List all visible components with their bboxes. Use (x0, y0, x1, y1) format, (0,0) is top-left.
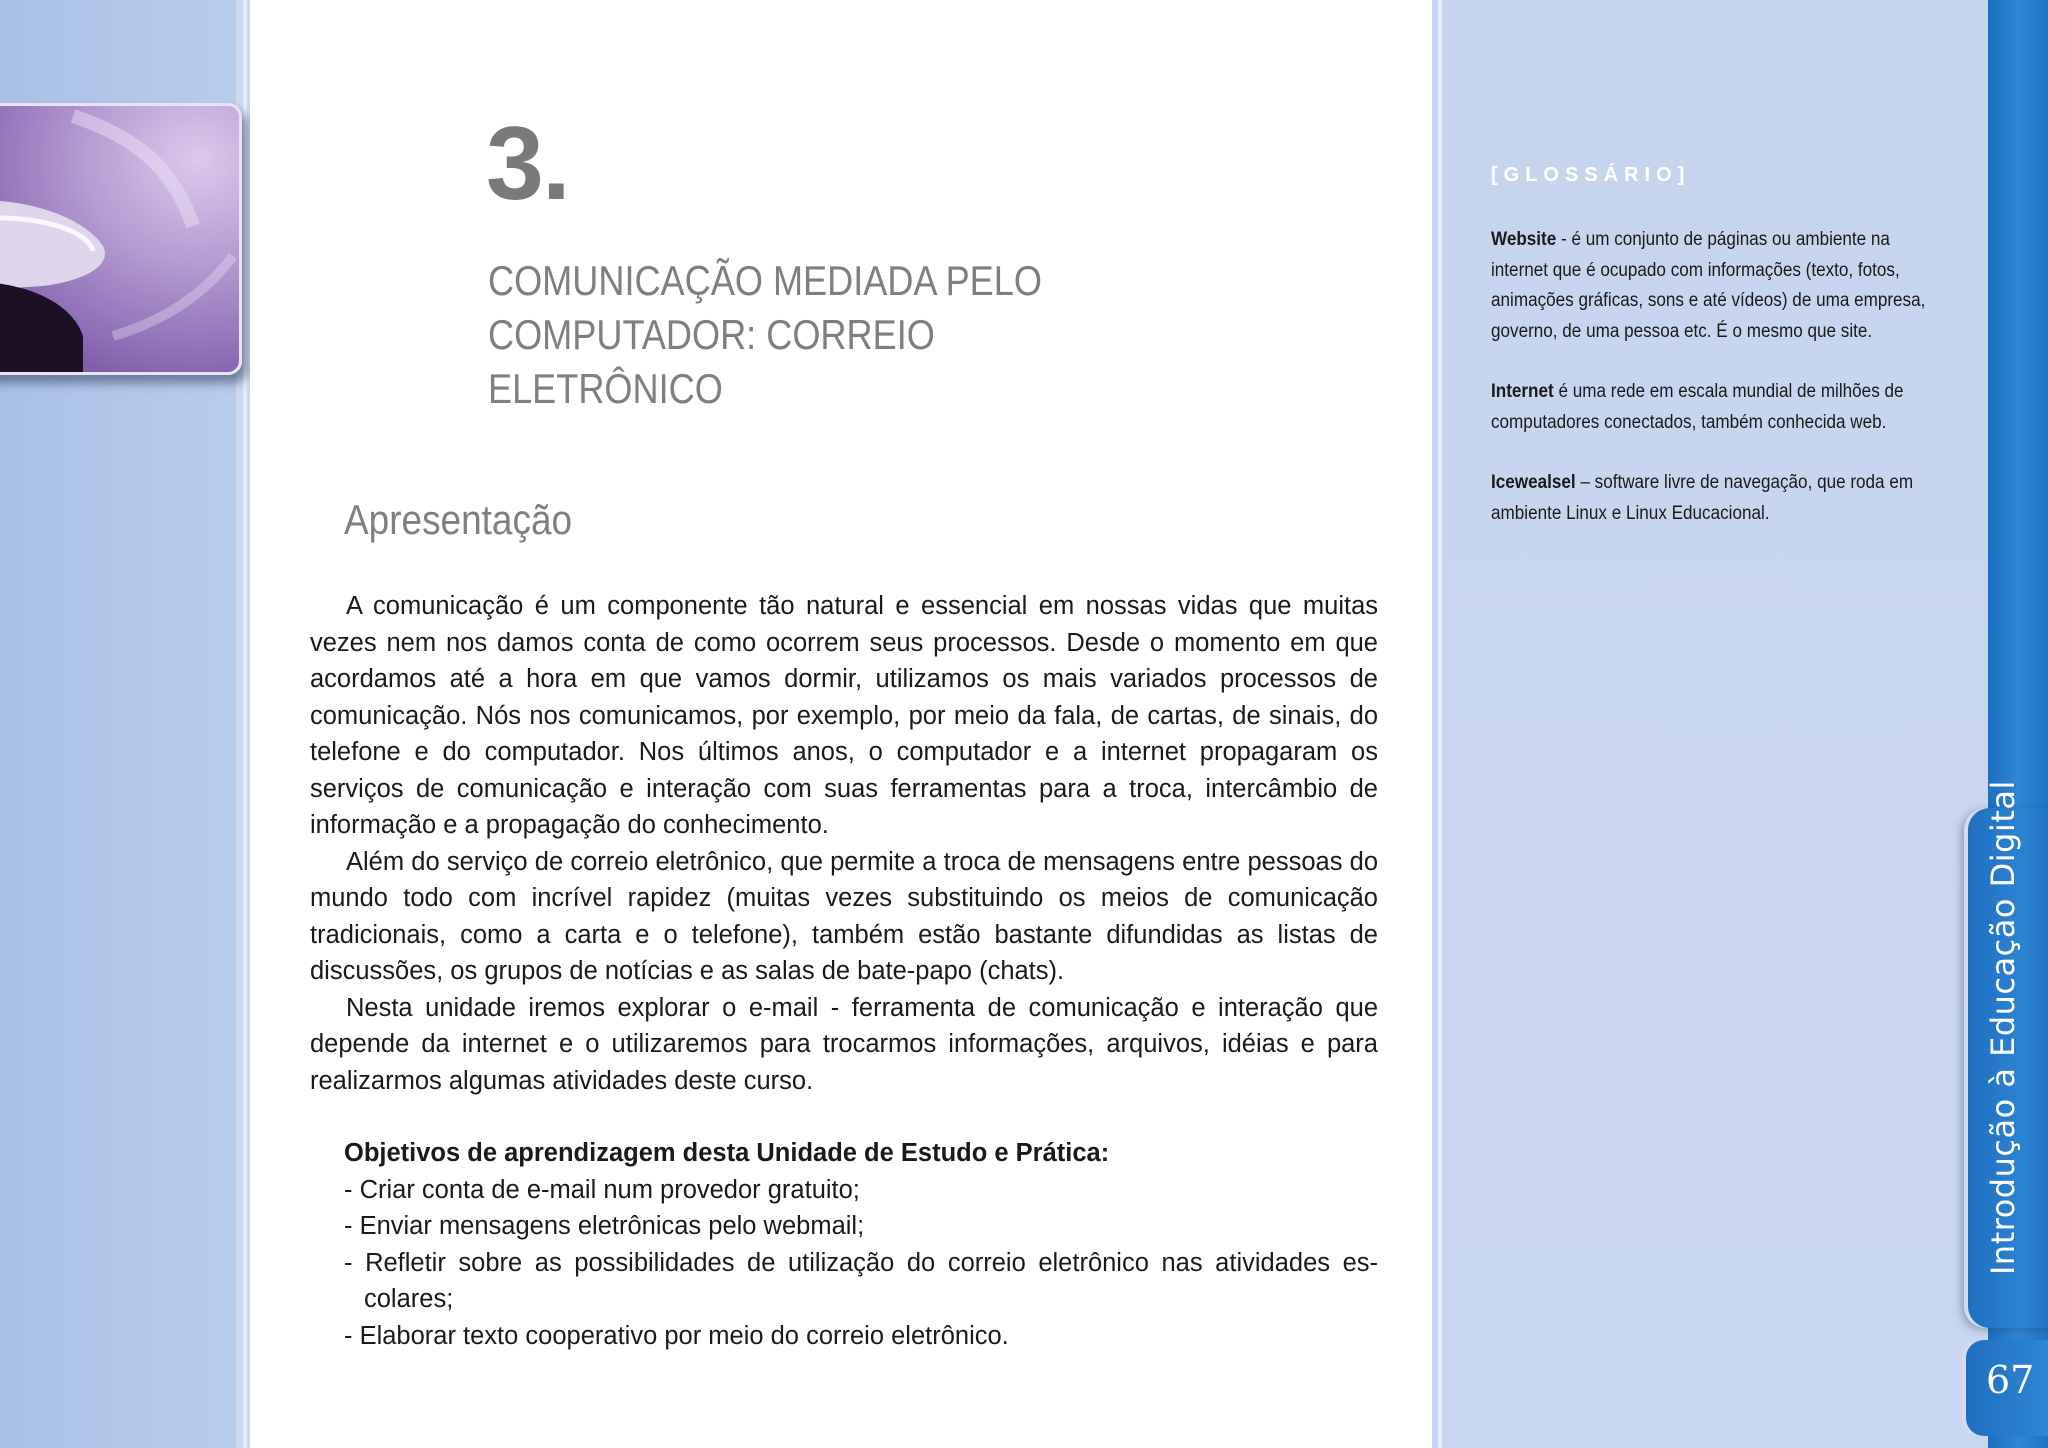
glossary-definition: é uma rede em escala mundial de milhões de computadores conectados, também conhecida web. (1491, 381, 1904, 433)
list-item: - Enviar mensagens eletrônicas pelo webmail; (344, 1212, 865, 1240)
glossary-heading: [GLOSSÁRIO] (1491, 164, 1691, 186)
list-item: - Elaborar texto cooperativo por meio do correio eletrônico. (344, 1321, 1009, 1350)
chapter-number: 3. (486, 106, 569, 222)
page-number: 67 (1986, 1358, 2035, 1402)
glossary-term: Internet (1491, 381, 1554, 402)
paragraph: A comunicação é um componente tão natural e essencial em nossas vidas que muitas vezes nem nos damos conta de como ocorrem seus processos. Desde o momento em que acordamos até a hora em que vamos dormir, utilizamos os mais variados processos de comunicação. Nós nos comunicamos, por exemplo, por meio da fala, de cartas, de sinais, do telefone e do computador. Nos últimos anos, o computador e a internet propagaram os serviços de comunicação e interação com suas ferramentas para a troca, intercâmbio de informação e a propagação do conhecimento. (310, 592, 1378, 839)
paragraph: Nesta unidade iremos explorar o e-mail - ferramenta de comunicação e interação que depende da internet e o utilizaremos para trocarmos informações, arquivos, idéias e para realizarmos algumas atividades deste curso. (310, 993, 1378, 1095)
book-title: Introdução à Educação Digital (1984, 780, 2022, 1275)
mouse-illustration (0, 106, 239, 372)
list-item: - Criar conta de e-mail num provedor gratuito; (344, 1175, 860, 1204)
glossary-entry (1491, 225, 1950, 347)
sidebar-divider-highlight (1438, 0, 1442, 1448)
mouse-photo (0, 103, 242, 375)
body-text (310, 588, 1378, 1099)
section-title: Apresentação (344, 496, 573, 543)
glossary-term: Website (1491, 229, 1557, 250)
glossary-entry (1491, 377, 1950, 438)
objectives-block (344, 1135, 1378, 1354)
chapter-title-line1: COMUNICAÇÃO MEDIADA PELO (488, 257, 1042, 304)
left-divider-highlight (243, 0, 247, 1448)
glossary-entry (1491, 468, 1950, 529)
glossary-sidebar (1448, 0, 1988, 1448)
objectives-heading: Objetivos de aprendizagem desta Unidade de Estudo e Prática: (344, 1139, 1110, 1167)
glossary-term: Icewealsel (1491, 472, 1576, 493)
objectives-list (344, 1172, 1378, 1355)
glossary-definition: - é um conjunto de páginas ou ambiente na internet que é ocupado com informações (texto, fotos, animações gráficas, sons e até vídeos) de uma empresa, governo, de uma pessoa etc. É o mesmo que site. (1491, 229, 1926, 342)
glossary-list (1491, 225, 1951, 559)
glossary-definition: – software livre de navegação, que roda em ambiente Linux e Linux Educacional. (1491, 472, 1914, 524)
chapter-title (488, 254, 1090, 416)
paragraph: Além do serviço de correio eletrônico, que permite a troca de mensagens entre pessoas do mundo todo com incrível rapidez (muitas vezes substituindo os meios de comunicação tradicionais, como a carta e o telefone), também estão bastante difundidas as listas de discussões, os grupos de notícias e as salas de bate-papo (chats). (310, 847, 1378, 985)
list-item: - Refletir sobre as possibilidades de utilização do correio eletrônico nas atividades es-colares; (344, 1248, 1378, 1313)
chapter-title-line2: COMPUTADOR: CORREIO ELETRÔNICO (488, 311, 935, 412)
